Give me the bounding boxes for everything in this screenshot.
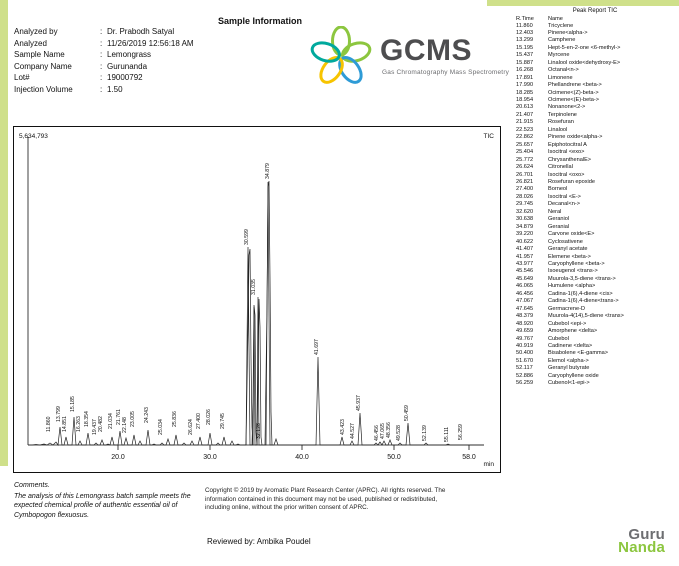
peak-name: Muurola-4(14),5-diene <trans> (548, 313, 624, 320)
comments-text: The analysis of this Lemongrass batch sample meets the expected chemical profile of authentic essential oil of Cymbopogon flexuosus. (14, 492, 191, 519)
peak-rtime: 21.915 (516, 119, 534, 126)
peak-report-row (516, 67, 674, 74)
svg-text:30.0: 30.0 (203, 454, 217, 461)
peak-rtime: 15.887 (516, 59, 534, 66)
peak-rtime: 49.659 (516, 328, 534, 335)
svg-text:16.263: 16.263 (76, 416, 82, 432)
chromatogram-panel (13, 126, 501, 473)
svg-text:24.243: 24.243 (144, 407, 150, 423)
peak-rtime: 27.400 (516, 186, 534, 193)
reviewed-by: Reviewed by: Ambika Poudel (207, 537, 311, 546)
peak-name: Cubebol (548, 335, 569, 342)
peak-name: Citronellal (548, 164, 573, 171)
peak-report (516, 8, 674, 388)
info-row (14, 49, 194, 61)
peak-name: Germacrene-D (548, 305, 585, 312)
peak-report-row (516, 119, 674, 126)
peak-report-row (516, 104, 674, 111)
svg-text:58.0: 58.0 (462, 454, 476, 461)
peak-report-row (516, 231, 674, 238)
peak-rtime: 48.920 (516, 320, 534, 327)
gcms-flower-icon (310, 26, 372, 88)
chromatogram-tic-label: TIC (483, 133, 494, 140)
peak-name: Cubebol <epi-> (548, 320, 587, 327)
peak-rtime: 13.299 (516, 37, 534, 44)
peak-name: ChrysanthenalE> (548, 156, 592, 163)
svg-text:20.482: 20.482 (98, 416, 104, 432)
peak-name: Epiphotocitral A (548, 141, 587, 148)
peak-report-row (516, 216, 674, 223)
peak-name: Rosefuran (548, 119, 574, 126)
peak-name: Cubenol<1-epi-> (548, 380, 590, 387)
peak-rtime: 30.638 (516, 216, 534, 223)
peak-rtime: 41.957 (516, 253, 534, 260)
peak-rtime: 40.919 (516, 342, 534, 349)
peak-name: Linalool (548, 126, 568, 133)
svg-text:50.0: 50.0 (387, 454, 401, 461)
peak-report-row (516, 254, 674, 261)
peak-rtime: 15.437 (516, 52, 534, 59)
svg-text:40.0: 40.0 (295, 454, 309, 461)
peak-rtime: 22.523 (516, 126, 534, 133)
info-row (14, 84, 194, 96)
peak-report-row (516, 97, 674, 104)
peak-report-row (516, 343, 674, 350)
svg-text:32.128: 32.128 (256, 423, 262, 439)
peak-name: Phellandrene <beta-> (548, 82, 602, 89)
info-value: Gurunanda (107, 61, 148, 71)
peak-rtime: 45.546 (516, 268, 534, 275)
peak-report-row (516, 291, 674, 298)
svg-text:45.937: 45.937 (356, 395, 362, 411)
svg-text:43.423: 43.423 (340, 419, 346, 435)
peak-report-row (516, 268, 674, 275)
svg-text:28.026: 28.026 (206, 409, 212, 425)
peak-report-row (516, 358, 674, 365)
svg-text:18.354: 18.354 (84, 411, 90, 427)
peak-rtime: 12.403 (516, 29, 534, 36)
peak-report-row (516, 283, 674, 290)
svg-text:48.356: 48.356 (386, 422, 392, 438)
peak-report-row (516, 261, 674, 268)
peak-report-row (516, 164, 674, 171)
peak-rtime: 18.285 (516, 89, 534, 96)
svg-text:46.456: 46.456 (374, 425, 380, 441)
gurunanda-logo-line2: Nanda (618, 539, 665, 556)
peak-report-row (516, 45, 674, 52)
peak-rtime: 32.620 (516, 208, 534, 215)
peak-rtime: 47.645 (516, 305, 534, 312)
svg-text:27.400: 27.400 (196, 413, 202, 429)
peak-report-row (516, 134, 674, 141)
peak-name: Nonanone<2-> (548, 104, 586, 111)
info-row (14, 26, 194, 38)
peak-report-row (516, 179, 674, 186)
peak-rtime: 21.407 (516, 111, 534, 118)
peak-report-row (516, 365, 674, 372)
svg-text:21.761: 21.761 (116, 409, 122, 425)
svg-text:55.111: 55.111 (444, 426, 450, 442)
peak-rtime: 46.456 (516, 290, 534, 297)
peak-name: Rosefuran epoxide (548, 179, 595, 186)
info-row (14, 61, 194, 73)
peak-rtime: 17.990 (516, 82, 534, 89)
svg-text:52.139: 52.139 (422, 425, 428, 441)
peak-rtime: 25.772 (516, 156, 534, 163)
peak-rtime: 25.404 (516, 149, 534, 156)
peak-name: Carvone oxide<E> (548, 231, 595, 238)
peak-rtime: 26.701 (516, 171, 534, 178)
svg-text:25.034: 25.034 (158, 419, 164, 435)
peak-rtime: 29.745 (516, 201, 534, 208)
peak-report-row (516, 186, 674, 193)
peak-report-row (516, 209, 674, 216)
peak-name: Linalool oxide<dehydroxy-E> (548, 59, 621, 66)
svg-text:21.034: 21.034 (108, 413, 114, 429)
info-label: Analyzed (14, 38, 47, 48)
peak-name: Borneol (548, 186, 568, 193)
peak-name: Geranial (548, 223, 570, 230)
svg-text:13.799: 13.799 (56, 406, 62, 422)
info-row (14, 72, 194, 84)
peak-rtime: 41.407 (516, 246, 534, 253)
chromatogram-max-intensity: 5,634,793 (19, 133, 48, 140)
svg-text:47.065: 47.065 (380, 423, 386, 439)
peak-name: Cyclosativene (548, 238, 583, 245)
gcms-logo-title: GCMS (380, 34, 472, 67)
info-label: Analyzed by (14, 27, 58, 36)
peak-name: Decanal<n-> (548, 201, 581, 208)
comments-block (14, 481, 204, 520)
peak-name: Geranyl acetate (548, 246, 588, 253)
peak-rtime: 26.821 (516, 179, 534, 186)
svg-text:56.259: 56.259 (458, 424, 464, 440)
peak-name: Myrcene (548, 52, 570, 59)
info-value: 1.50 (107, 84, 123, 94)
info-separator: : (100, 27, 103, 36)
peak-name: Neral (548, 208, 562, 215)
peak-rtime: 25.657 (516, 141, 534, 148)
peak-name: Pinene oxide<alpha-> (548, 134, 603, 141)
gurunanda-logo (618, 528, 665, 554)
svg-text:14.851: 14.851 (62, 416, 68, 432)
peak-rtime: 26.624 (516, 164, 534, 171)
peak-rtime: 22.862 (516, 134, 534, 141)
copyright-text: Copyright © 2019 by Aromatic Plant Research Center (APRC). All rights reserved. The information contained in this document may not be used, published or redistributed, including online, without the prior written consent of APRC. (205, 487, 446, 512)
svg-text:19.437: 19.437 (92, 419, 98, 435)
peak-report-row (516, 112, 674, 119)
peak-report-row (516, 194, 674, 201)
peak-report-row (516, 246, 674, 253)
peak-name: Amorphene <delta> (548, 328, 598, 335)
info-value: 11/26/2019 12:56:18 AM (107, 38, 194, 48)
gurunanda-logo-line1: Guru (628, 526, 665, 543)
peak-rtime: 45.649 (516, 275, 534, 282)
svg-text:30.599: 30.599 (244, 229, 250, 245)
peak-report-title: Peak Report TIC (572, 8, 618, 14)
peak-report-row (516, 224, 674, 231)
peak-rtime: 49.767 (516, 335, 534, 342)
sample-information-title: Sample Information (218, 16, 303, 26)
peak-report-row (516, 149, 674, 156)
column-header-name: Name (548, 16, 563, 22)
peak-report-row (516, 157, 674, 164)
peak-name: Cadinene <delta> (548, 342, 593, 349)
peak-name: Geranyl butyrate (548, 365, 590, 372)
svg-text:31.035: 31.035 (251, 279, 257, 295)
svg-text:50.459: 50.459 (404, 405, 410, 421)
svg-text:23.005: 23.005 (130, 411, 136, 427)
peak-name: Cadina-1(6),4-diene<trans-> (548, 298, 619, 305)
column-header-rtime: R.Time (516, 16, 534, 22)
info-separator: : (100, 84, 103, 94)
peak-report-row (516, 127, 674, 134)
peak-report-row (516, 60, 674, 67)
peak-rtime: 56.259 (516, 380, 534, 387)
peak-name: Elemene <beta-> (548, 253, 591, 260)
peak-report-row (516, 239, 674, 246)
peak-name: Tricyclene (548, 22, 574, 29)
svg-text:41.697: 41.697 (314, 339, 320, 355)
info-separator: : (100, 38, 103, 48)
peak-rtime: 15.195 (516, 44, 534, 51)
chromatogram-x-unit: min (483, 461, 494, 468)
peak-report-row (516, 350, 674, 357)
peak-name: Bisabolene <E-gamma> (548, 350, 609, 357)
svg-text:15.185: 15.185 (70, 396, 76, 412)
peak-report-row (516, 52, 674, 59)
peak-report-row (516, 75, 674, 82)
peak-rtime: 17.891 (516, 74, 534, 81)
peak-name: Camphene (548, 37, 576, 44)
peak-rtime: 39.220 (516, 231, 534, 238)
peak-report-row (516, 321, 674, 328)
peak-report-row (516, 313, 674, 320)
peak-report-row (516, 306, 674, 313)
svg-text:29.745: 29.745 (220, 413, 226, 429)
peak-report-row (516, 298, 674, 305)
peak-rtime: 52.117 (516, 365, 533, 372)
peak-rtime: 47.067 (516, 298, 534, 305)
peak-name: Terpinolene (548, 111, 577, 118)
peak-rtime: 18.954 (516, 97, 534, 104)
comments-title: Comments. (14, 482, 50, 489)
peak-rtime: 28.026 (516, 193, 534, 200)
peak-report-row (516, 373, 674, 380)
sample-information-table (14, 26, 194, 95)
peak-report-row (516, 82, 674, 89)
info-label: Sample Name (14, 50, 65, 59)
peak-name: Geraniol (548, 216, 570, 223)
peak-report-row (516, 276, 674, 283)
info-separator: : (100, 73, 103, 82)
svg-text:44.527: 44.527 (350, 423, 356, 439)
peak-report-rows (516, 23, 674, 388)
info-label: Injection Volume (14, 84, 73, 94)
peak-name: Muurola-3,5-diene <trans-> (548, 275, 616, 282)
gcms-logo-subtitle: Gas Chromatography Mass Spectrometry (382, 69, 510, 76)
peak-rtime: 50.400 (516, 350, 534, 357)
peak-rtime: 16.268 (516, 67, 534, 74)
peak-report-row (516, 328, 674, 335)
svg-text:26.624: 26.624 (188, 419, 194, 435)
chromatogram-trace (14, 127, 498, 470)
info-label: Company Name (14, 61, 72, 71)
peak-rtime: 20.613 (516, 104, 534, 111)
peak-name: Isocitral <exo> (548, 149, 585, 156)
info-value: Lemongrass (107, 50, 152, 59)
svg-text:11.860: 11.860 (46, 416, 52, 432)
info-row (14, 38, 194, 50)
peak-report-row (516, 201, 674, 208)
peak-rtime: 34.879 (516, 223, 534, 230)
info-separator: : (100, 50, 103, 59)
svg-text:25.836: 25.836 (172, 411, 178, 427)
peak-rtime: 46.065 (516, 283, 534, 290)
info-separator: : (100, 61, 103, 71)
peak-name: Isocitral <E-> (548, 193, 581, 200)
accent-bar-left (0, 0, 8, 466)
peak-name: Isocitral <oxo> (548, 171, 585, 178)
peak-report-row (516, 90, 674, 97)
peak-report-row (516, 380, 674, 387)
peak-report-row (516, 336, 674, 343)
peak-name: Humulene <alpha> (548, 283, 596, 290)
peak-report-row (516, 23, 674, 30)
peak-name: Limonene (548, 74, 573, 81)
peak-name: Octanal<n-> (548, 67, 579, 74)
accent-bar-top-right (487, 0, 679, 6)
peak-name: Pinene<alpha-> (548, 29, 588, 36)
peak-rtime: 52.886 (516, 372, 534, 379)
svg-text:49.528: 49.528 (396, 425, 402, 441)
peak-name: Ocimene<(Z)-beta-> (548, 89, 599, 96)
info-value: Dr. Prabodh Satyal (107, 27, 175, 36)
peak-rtime: 43.977 (516, 261, 534, 267)
peak-rtime: 51.670 (516, 357, 534, 364)
svg-text:20.0: 20.0 (111, 454, 125, 461)
peak-rtime: 40.622 (516, 238, 534, 245)
peak-name: Isoeugenol <trans-> (548, 268, 598, 275)
peak-report-header (516, 16, 674, 22)
gcms-logo (310, 26, 510, 88)
peak-rtime: 11.860 (516, 22, 533, 29)
peak-name: Ocimene<(E)-beta-> (548, 97, 599, 104)
info-label: Lot# (14, 73, 30, 82)
peak-name: Caryophyllene oxide (548, 372, 599, 379)
peak-report-row (516, 172, 674, 179)
peak-name: Elemol <alpha-> (548, 357, 589, 364)
peak-name: Cadina-1(6),4-diene <cis> (548, 290, 613, 297)
peak-name: Caryophyllene <beta-> (548, 261, 605, 267)
peak-rtime: 48.379 (516, 313, 534, 320)
peak-report-row (516, 37, 674, 44)
peak-report-row (516, 142, 674, 149)
svg-text:22.148: 22.148 (122, 417, 128, 433)
info-value: 19000792 (107, 73, 143, 82)
svg-text:34.879: 34.879 (265, 163, 271, 179)
peak-name: Hept-5-en-2-one <6-methyl-> (548, 44, 621, 51)
chromatogram-plot (14, 127, 500, 472)
peak-report-row (516, 30, 674, 37)
